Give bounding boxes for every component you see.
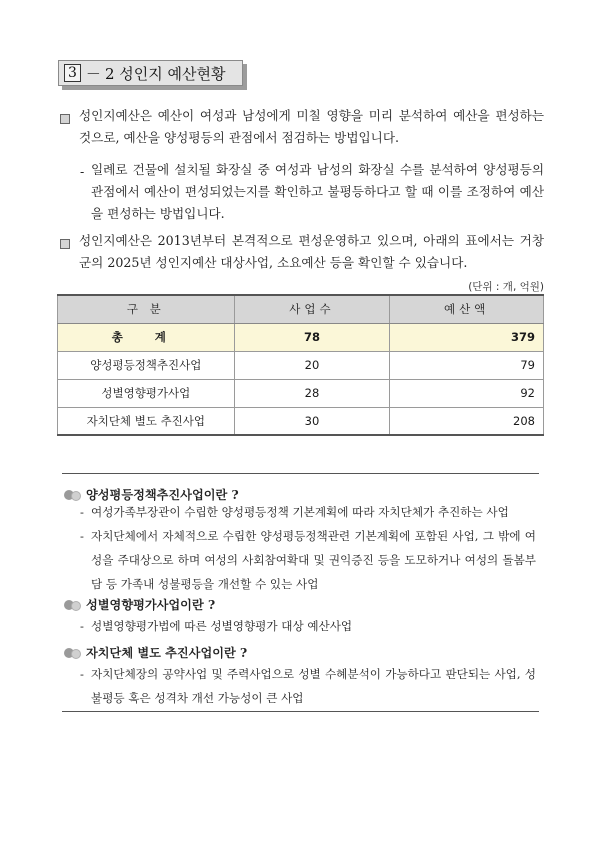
row-budget: 79 bbox=[390, 351, 544, 379]
circle-bullet-icon bbox=[64, 648, 86, 658]
definition-1-line-2: 자치단체에서 자체적으로 수립한 양성평등정책관련 기본계획에 포함된 사업, 그 밖에 여성을 주대상으로 하며 여성의 사회참여확대 및 권익증진 등을 도모하거나 여성의 돌봄부담 등 가족내 성불평등을 개선할 수 있는 사업 bbox=[91, 529, 536, 591]
definition-title-2: 성별영향평가사업이란 ? bbox=[86, 598, 216, 612]
definition-1-line-1: 여성가족부장관이 수립한 양성평등정책 기본계획에 따라 자치단체가 추진하는 사업 bbox=[91, 505, 509, 519]
divider-top bbox=[62, 473, 539, 474]
dash-bullet: - bbox=[80, 505, 84, 519]
intro-sub-paragraph: 일례로 건물에 설치될 화장실 중 여성과 남성의 화장실 수를 분석하여 양성평등의 관점에서 예산이 편성되었는지를 확인하고 불평등하다고 할 때 이를 조정하여 예산을 편성하는 방법입니다. bbox=[91, 162, 544, 221]
table-row bbox=[58, 379, 544, 407]
row-count: 28 bbox=[234, 379, 390, 407]
circle-bullet-icon bbox=[64, 490, 86, 500]
row-count: 30 bbox=[234, 407, 390, 435]
intro-paragraph-1: 성인지예산은 예산이 여성과 남성에게 미칠 영향을 미리 분석하여 예산을 편성하는 것으로, 예산을 양성평등의 관점에서 점검하는 방법입니다. bbox=[79, 108, 544, 145]
section-heading bbox=[58, 60, 243, 86]
total-label: 총 계 bbox=[58, 323, 235, 351]
header-count: 사업수 bbox=[234, 295, 390, 323]
table-header-row bbox=[58, 295, 544, 323]
budget-table bbox=[57, 294, 544, 436]
table-row bbox=[58, 407, 544, 435]
table-total-row bbox=[58, 323, 544, 351]
dash-bullet: - bbox=[80, 529, 84, 543]
row-label: 성별영향평가사업 bbox=[58, 379, 235, 407]
definition-3-line-1: 자치단체장의 공약사업 및 주력사업으로 성별 수혜분석이 가능하다고 판단되는 사업, 성불평등 혹은 성격차 개선 가능성이 큰 사업 bbox=[91, 667, 536, 705]
row-label: 양성평등정책추진사업 bbox=[58, 351, 235, 379]
section-separator: － bbox=[85, 64, 101, 83]
divider-bottom bbox=[62, 711, 539, 712]
unit-note: (단위 : 개, 억원) bbox=[468, 281, 544, 293]
row-budget: 92 bbox=[390, 379, 544, 407]
row-count: 20 bbox=[234, 351, 390, 379]
circle-bullet-icon bbox=[64, 600, 86, 610]
definition-2-line-1: 성별영향평가법에 따른 성별영향평가 대상 예산사업 bbox=[91, 619, 353, 633]
table-row bbox=[58, 351, 544, 379]
definition-title-3: 자치단체 별도 추진사업이란 ? bbox=[86, 646, 248, 660]
dash-bullet: - bbox=[80, 164, 85, 179]
row-label: 자치단체 별도 추진사업 bbox=[58, 407, 235, 435]
header-budget: 예산액 bbox=[390, 295, 544, 323]
total-count: 78 bbox=[234, 323, 390, 351]
dash-bullet: - bbox=[80, 619, 84, 633]
square-bullet-icon bbox=[60, 114, 70, 124]
section-number: 3 bbox=[64, 64, 81, 82]
dash-bullet: - bbox=[80, 667, 84, 681]
definition-title-1: 양성평등정책추진사업이란 ? bbox=[86, 488, 239, 502]
header-category: 구 분 bbox=[58, 295, 235, 323]
total-budget: 379 bbox=[390, 323, 544, 351]
square-bullet-icon bbox=[60, 239, 70, 249]
intro-paragraph-2: 성인지예산은 2013년부터 본격적으로 편성운영하고 있으며, 아래의 표에서는 거창군의 2025년 성인지예산 대상사업, 소요예산 등을 확인할 수 있습니다. bbox=[79, 233, 544, 270]
row-budget: 208 bbox=[390, 407, 544, 435]
section-title: 2 성인지 예산현황 bbox=[104, 64, 226, 83]
